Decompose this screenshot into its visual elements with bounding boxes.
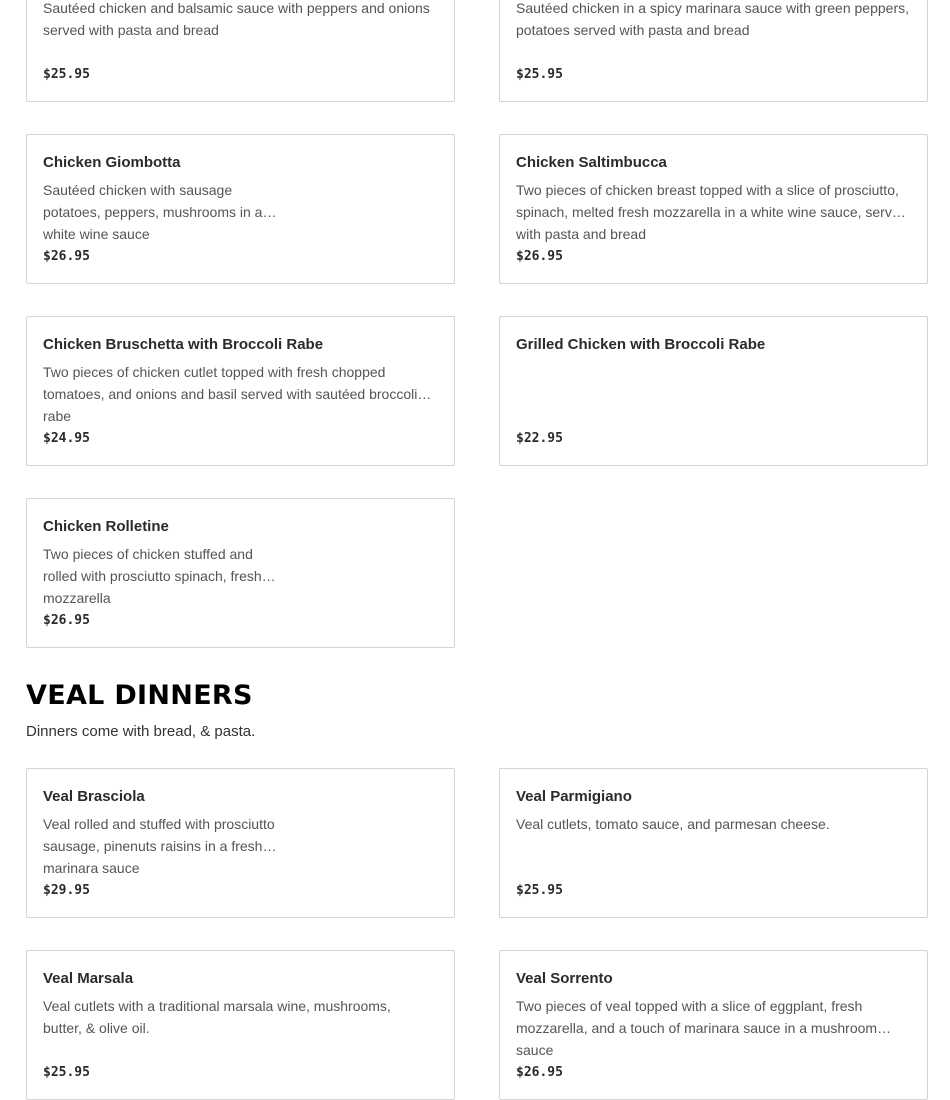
menu-item-name: Veal Marsala [43,970,134,987]
menu-item-card[interactable] [26,0,455,102]
menu-item-card[interactable] [499,950,928,1100]
menu-item-price: $26.95 [516,1065,563,1080]
menu-item-card[interactable] [26,950,455,1100]
menu-item-description: Sautéed chicken and balsamic sauce with peppers and onions served with pasta and bread [43,0,430,38]
menu-item-description [516,361,911,405]
menu-item-description: Sautéed chicken with sausage potatoes, peppers, mushrooms in a white wine sauce [43,182,263,242]
menu-item-price: $25.95 [516,883,563,898]
menu-item-price: $26.95 [43,249,90,264]
menu-item-description: Veal rolled and stuffed with prosciutto sausage, pinenuts raisins in a fresh marinara sauce [43,816,275,876]
menu-item-price: $26.95 [516,249,563,264]
menu-item-price: $26.95 [43,613,90,628]
menu-item-price: $24.95 [43,431,90,446]
menu-item-name: Veal Sorrento [516,970,613,987]
menu-item-name: Chicken Saltimbucca [516,154,667,171]
menu-item-name: Chicken Bruschetta with Broccoli Rabe [43,336,324,353]
menu-item-price: $22.95 [516,431,563,446]
menu-item-card[interactable] [26,134,455,284]
section-title: VEAL DINNERS [26,680,253,711]
menu-item-card[interactable] [499,768,928,918]
menu-item-price: $25.95 [43,67,90,82]
menu-item-card[interactable] [26,498,455,648]
menu-item-price: $29.95 [43,883,90,898]
menu-item-description: Veal cutlets with a traditional marsala wine, mushrooms, butter, & olive oil. [43,998,391,1036]
menu-item-name: Chicken Rolletine [43,518,169,535]
menu-item-card[interactable] [499,0,928,102]
section-subtitle: Dinners come with bread, & pasta. [26,723,256,740]
menu-item-name: Grilled Chicken with Broccoli Rabe [516,336,766,353]
menu-item-description: Two pieces of veal topped with a slice of eggplant, fresh mozzarella, and a touch of marinara sauce in a mushroom sauce [516,998,878,1058]
menu-item-card[interactable] [499,316,928,466]
menu-item-price: $25.95 [516,67,563,82]
menu-item-description: Veal cutlets, tomato sauce, and parmesan cheese. [516,816,830,832]
menu-item-card[interactable] [499,134,928,284]
menu-item-description: Two pieces of chicken breast topped with a slice of prosciutto, spinach, melted fresh mozzarella in a white wine sauce, served with pasta and bread [516,182,908,242]
menu-item-name: Veal Parmigiano [516,788,632,805]
menu-item-card[interactable] [26,316,455,466]
menu-item-description: Two pieces of chicken cutlet topped with fresh chopped tomatoes, and onions and basil served with sautéed broccoli rabe [43,364,418,424]
menu-item-name: Veal Brasciola [43,788,145,805]
menu-item-card[interactable] [26,768,455,918]
menu-item-price: $25.95 [43,1065,90,1080]
menu-item-description: Two pieces of chicken stuffed and rolled with prosciutto spinach, fresh mozzarella [43,546,262,606]
menu-item-description: Sautéed chicken in a spicy marinara sauce with green peppers, potatoes served with pasta and bread [516,0,909,38]
menu-item-name: Chicken Giombotta [43,154,181,171]
